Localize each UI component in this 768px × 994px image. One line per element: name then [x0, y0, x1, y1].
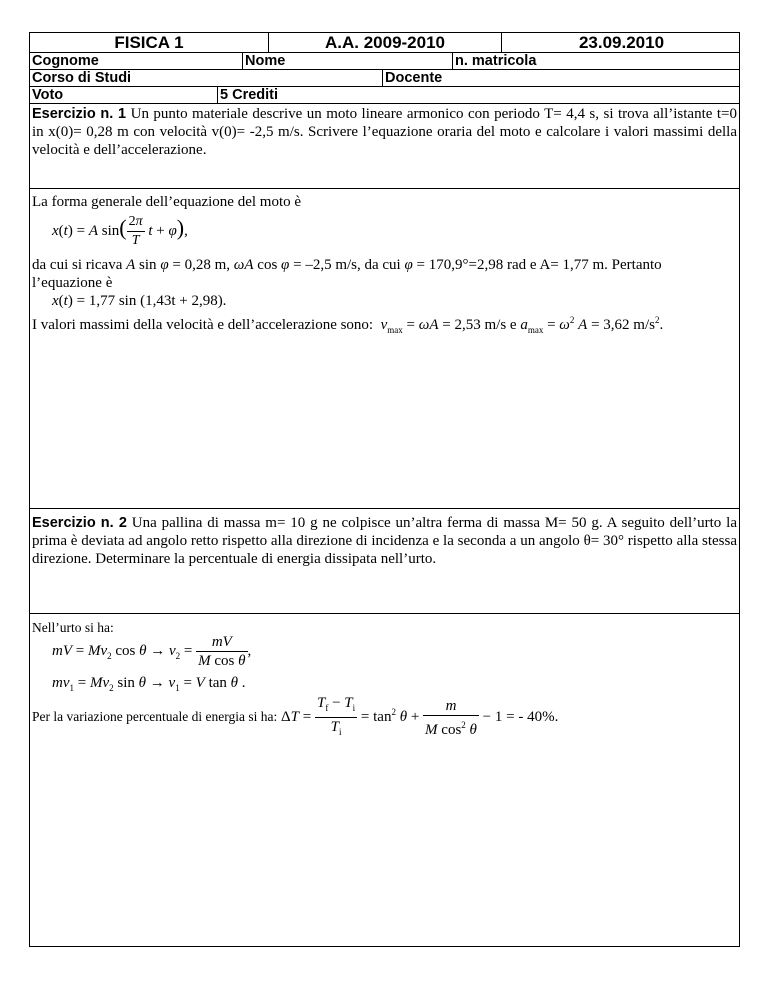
exercise-1-solution-intro: La forma generale dell’equazione del moto è — [32, 194, 302, 210]
academic-year: A.A. 2009-2010 — [268, 33, 501, 52]
exam-sheet — [29, 32, 740, 947]
exercise-1-title: Esercizio n. 1 — [32, 106, 127, 122]
amax-value: 3,62 m/s — [603, 317, 655, 333]
exercise-1-text: Un punto materiale descrive un moto lineare armonico con periodo T= 4,4 s, si trova all’istante t=0 in x(0)= 0,28 m con velocità v(0)= -2,5 m/s. Scrivere l’equazione oraria del moto e calcolare i valori massimi della velocità e dell’accelerazione. — [32, 106, 737, 158]
phase-result: 170,9°=2,98 rad e A= 1,77 m. Pertanto — [428, 257, 662, 273]
header-row-4 — [30, 87, 739, 104]
equation-label: l’equazione è — [32, 275, 113, 291]
final-equation: x(t) = 1,77 sin (1,43t + 2,98). — [52, 293, 227, 309]
header-row-1 — [30, 33, 739, 53]
phase-derivation: da cui si ricava A sin φ = 0,28 m, ωA cos φ = –2,5 m/s, da cui φ = 170,9°=2,98 rad e A= 1,77 m. Pertanto — [32, 257, 662, 273]
momentum-y-equation: $mv_1 = Mv_2$ $\sin \theta \to v_1 = V$ tan θ . — [52, 675, 246, 693]
exercise-2-text: Una pallina di massa m= 10 g ne colpisce un’altra ferma di massa M= 50 g. A seguito dell’urto la prima è deviata ad angolo retto rispetto alla direzione di incidenza e la seconda a un angolo θ= 30° rispetto alla stessa direzione. Determinare la percentuale di energia dissipata nell’urto. — [32, 515, 737, 567]
general-equation: x(t) = A sin( $\frac{2\pi}{T}$ t + φ), — [52, 214, 188, 248]
vmax-value: 2,53 m/s e — [454, 317, 517, 333]
docente-field[interactable]: Docente — [382, 70, 582, 86]
crediti-label: 5 Crediti — [217, 87, 417, 103]
energy-variation-text: Per la variazione percentuale di energia si ha: — [32, 708, 278, 724]
exercise-1-statement — [32, 105, 737, 159]
matricola-field[interactable]: n. matricola — [452, 53, 652, 69]
header-row-2 — [30, 53, 739, 70]
corso-field[interactable]: Corso di Studi — [32, 70, 132, 86]
exercise-2-solution-intro: Nell’urto si ha: — [32, 620, 114, 635]
energy-result: - 40%. — [518, 708, 559, 725]
derivation-text-1: da cui si ricava — [32, 257, 123, 273]
energy-variation: Per la variazione percentuale di energia si ha: ΔT = $\frac{T_f - T_i}{T_i}$ = $\tan^2 \theta$ + $\frac{m}{M \cos^2 \theta}$ − 1 = - 40%. — [32, 695, 559, 738]
divider — [30, 613, 739, 614]
momentum-x-equation: mV = $Mv_2$ $\cos \theta \to v_2$ = $\frac{mV}{\text{M cos θ}}$ , — [52, 634, 252, 669]
course-title: FISICA 1 — [114, 33, 184, 52]
exam-date: 23.09.2010 — [501, 33, 741, 52]
exercise-2-statement — [32, 514, 737, 568]
header-row-3 — [30, 70, 739, 87]
value-omega-a-cos-phi: –2,5 — [305, 257, 332, 273]
exercise-2-title: Esercizio n. 2 — [32, 515, 127, 531]
divider — [30, 508, 739, 509]
derivation-text-2: m/s, da cui — [335, 257, 401, 273]
nome-field[interactable]: Nome — [242, 53, 452, 69]
value-a-sin-phi: 0,28 — [184, 257, 211, 273]
final-equation-value: 1,77 sin (1,43t + 2,98). — [88, 293, 227, 309]
divider — [30, 188, 739, 189]
voto-field[interactable]: Voto — [32, 87, 64, 103]
cognome-field[interactable]: Cognome — [32, 53, 99, 69]
unit-m: m, — [214, 257, 231, 273]
max-values-text: I valori massimi della velocità e dell’accelerazione sono: — [32, 317, 374, 333]
max-values: I valori massimi della velocità e dell’accelerazione sono: $v_{max} = \omega A = 2,53$ m/s e $a_{max} = \omega^2$ A = 3,62 $m/s^2$. — [32, 315, 664, 335]
